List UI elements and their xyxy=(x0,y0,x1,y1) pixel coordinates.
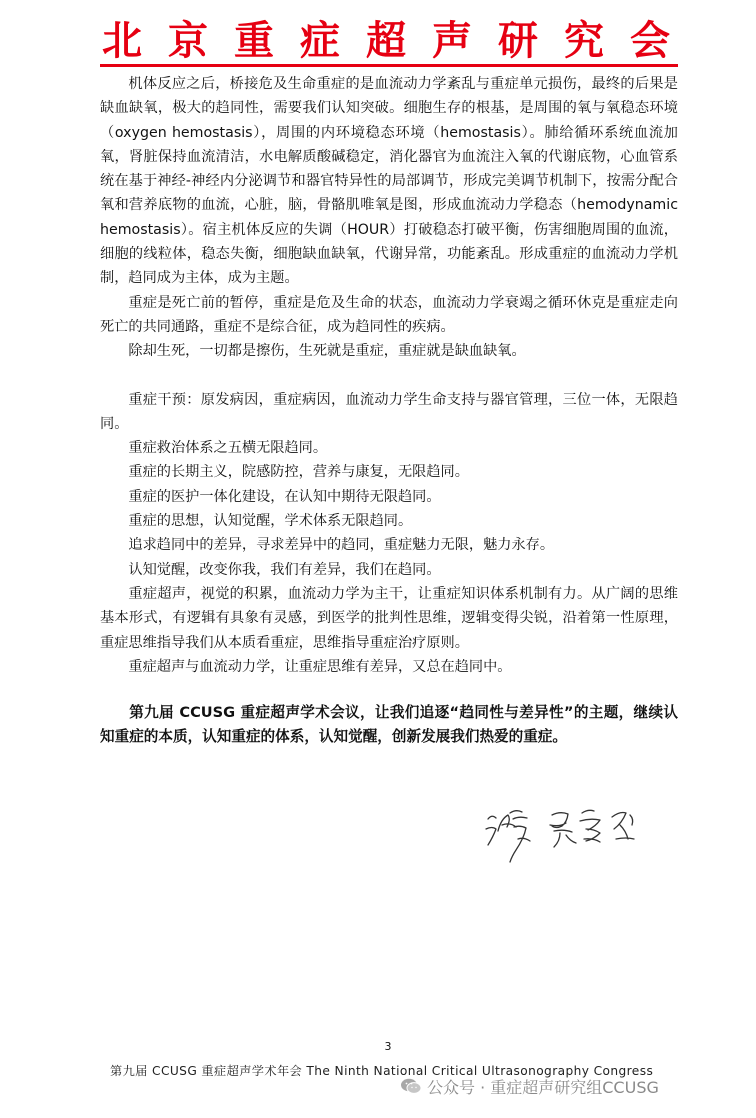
paragraph-ultrasound-hemodynamics: 重症超声与血流动力学，让重症思维有差异，又总在趋同中。 xyxy=(128,658,512,675)
paragraph-awakening: 认知觉醒，改变你我，我们有差异，我们在趋同。 xyxy=(128,561,441,578)
paragraph-integration: 重症的医护一体化建设，在认知中期待无限趋同。 xyxy=(128,488,441,505)
spacer xyxy=(100,679,678,701)
page-footer: 第九届 CCUSG 重症超声学术年会 The Ninth National Critical Ultrasonography Congress xyxy=(110,1064,654,1078)
paragraph-treatment-system: 重症救治体系之五横无限趋同。 xyxy=(128,440,328,457)
page-number: 3 xyxy=(384,1040,392,1053)
paragraph-hemodynamics: 机体反应之后，桥接危及生命重症的是血流动力学紊乱与重症单元损伤，最终的后果是缺血缺氧，极大的趋同性，需要我们认知突破。细胞生存的根基，是周围的氧与氧稳态环境（oxygen hemostasis），周围的内环境稳态环境（hemostasis）。肺给循环系统血流加氧，肾脏保持血流清洁，水电解质酸碱稳定，消化器官为血流注入氧的代谢底物，心血管系统在基于神经-神经内分泌调节和器官特异性的局部调节，形成完美调节机制下，按需分配合氧和营养底物的血流，心脏，脑，骨骼肌唯氧是图，形成血流动力学稳态（hemodynamic hemostasis）。宿主机体反应的失调（HOUR）打破稳态打破平衡，伤害细胞周围的血流，细胞的线粒体，稳态失衡，细胞缺血缺氧，代谢异常，功能紊乱。形成重症的血流动力学机制，趋同成为主体，成为主题。 xyxy=(100,76,678,287)
letterhead-rule xyxy=(100,64,678,67)
paragraph-pause-before-death: 重症是死亡前的暂停，重症是危及生命的状态，血流动力学衰竭之循环休克是重症走向死亡的共同通路，重症不是综合征，成为趋同性的疾病。 xyxy=(100,294,678,335)
paragraph-life-death: 除却生死，一切都是擦伤，生死就是重症，重症就是缺血缺氧。 xyxy=(128,343,526,360)
paragraph-thinking: 重症的思想，认知觉醒，学术体系无限趋同。 xyxy=(128,513,413,530)
wechat-icon xyxy=(400,1077,422,1095)
paragraph-conference-call: 第九届 CCUSG 重症超声学术会议，让我们追逐“趋同性与差异性”的主题，继续认知重症的本质，认知重症的体系，认知觉醒，创新发展我们热爱的重症。 xyxy=(100,704,678,746)
paragraph-difference: 追求趋同中的差异，寻求差异中的趋同，重症魅力无限，魅力永存。 xyxy=(128,537,555,554)
document-body xyxy=(100,72,678,750)
paragraph-intervention: 重症干预：原发病因，重症病因，血流动力学生命支持与器官管理，三位一体，无限趋同。 xyxy=(100,391,678,432)
paragraph-long-termism: 重症的长期主义，院感防控，营养与康复，无限趋同。 xyxy=(128,464,469,481)
handwritten-signature xyxy=(480,795,680,865)
spacer xyxy=(100,364,678,388)
paragraph-ultrasound: 重症超声，视觉的积累，血流动力学为主干，让重症知识体系机制有力。从广阔的思维基本形式，有逻辑有具象有灵感，到医学的批判性思维，逻辑变得尖锐，沿着第一性原理，重症思维指导我们从本质看重症，思维指导重症治疗原则。 xyxy=(100,585,678,651)
letterhead-title: 北京重症超声研究会 xyxy=(102,17,696,64)
watermark-text: 公众号 · 重症超声研究组CCUSG xyxy=(427,1077,659,1097)
watermark xyxy=(400,1074,659,1098)
